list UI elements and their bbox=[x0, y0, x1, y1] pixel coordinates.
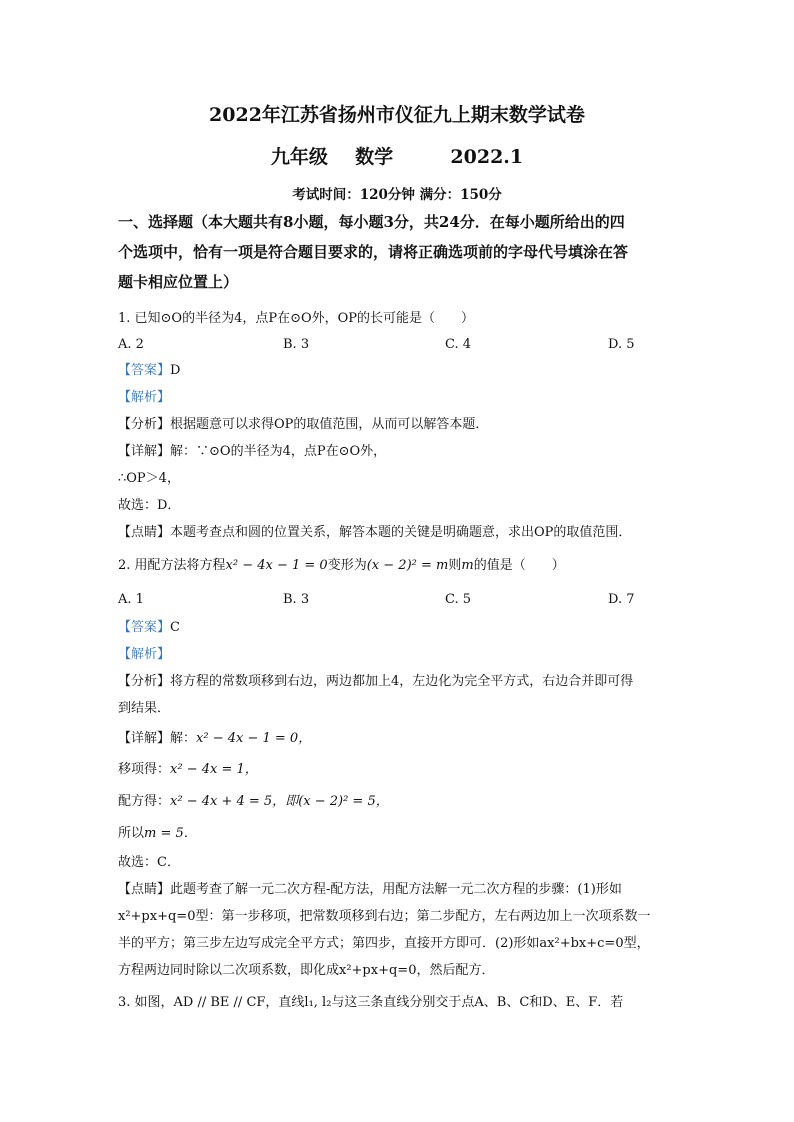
q1-comment bbox=[118, 524, 631, 542]
q2-detail bbox=[118, 730, 311, 748]
q2-stem-c: 则 bbox=[448, 558, 462, 573]
q2-target-form: (x − 2)² = m bbox=[366, 558, 449, 573]
q2-analysis-line2: 到结果． bbox=[118, 701, 171, 716]
q2-var-m: m bbox=[461, 558, 474, 573]
answer-tag: 【答案】 bbox=[118, 620, 171, 635]
q1-option-b: B. 3 bbox=[283, 337, 310, 352]
q2-answer-value: C bbox=[170, 620, 180, 635]
detail-tag: 【详解】 bbox=[118, 731, 171, 746]
q2-jiexi-tag: 【解析】 bbox=[118, 647, 171, 662]
exam-info: 考试时间：120分钟 满分：150分 bbox=[292, 187, 502, 203]
answer-tag: 【答案】 bbox=[118, 363, 171, 378]
q2-comment-text1: 此题考查了解一元二次方程-配方法，用配方法解一元二次方程的步骤：(1)形如 bbox=[170, 882, 622, 897]
q1-detail bbox=[118, 443, 386, 461]
q1-option-a: A. 2 bbox=[118, 337, 144, 352]
q1-answer bbox=[118, 362, 180, 380]
q1-analysis-text: 根据题意可以求得OP的取值范围，从而可以解答本题． bbox=[170, 417, 489, 432]
q2-stem-a: 2. 用配方法将方程 bbox=[118, 558, 226, 573]
q2-step4-label: 所以 bbox=[118, 826, 145, 841]
q1-answer-value: D bbox=[170, 363, 181, 378]
q2-choose: 故选：C． bbox=[118, 855, 180, 870]
q2-step3 bbox=[118, 793, 389, 811]
q2-option-c: C. 5 bbox=[445, 592, 472, 607]
q2-comment-line3: 半的平方；第三步左边写成完全平方式；第四步，直接开方即可．(2)形如ax²+bx+c=0型， bbox=[118, 936, 650, 951]
q2-step4-eq: m = 5． bbox=[144, 826, 197, 841]
q2-equation: x² − 4x − 1 = 0 bbox=[225, 558, 328, 573]
q2-detail-prefix: 解： bbox=[170, 731, 197, 746]
q2-answer bbox=[118, 619, 180, 637]
q2-option-d: D. 7 bbox=[608, 592, 635, 607]
q1-comment-text: 本题考查点和圆的位置关系，解答本题的关键是明确题意，求出OP的取值范围． bbox=[170, 525, 632, 540]
comment-tag: 【点睛】 bbox=[118, 882, 171, 897]
q1-stem: 1. 已知⊙O的半径为4，点P在⊙O外，OP的长可能是（ ） bbox=[118, 311, 475, 326]
q1-detail-text: 解：∵⊙O的半径为4，点P在⊙O外， bbox=[170, 444, 387, 459]
q2-step3-eq: x² − 4x + 4 = 5，即 bbox=[170, 794, 299, 809]
q2-analysis-text: 将方程的常数项移到右边，两边都加上4，左边化为完全平方式，右边合并即可得 bbox=[170, 674, 634, 689]
comment-tag: 【点睛】 bbox=[118, 525, 171, 540]
subject-label: 数学 bbox=[355, 146, 394, 168]
exam-title: 2022年江苏省扬州市仪征九上期末数学试卷 bbox=[209, 104, 585, 126]
section-heading-line1: 一、选择题（本大题共有8小题，每小题3分，共24分．在每小题所给出的四 bbox=[118, 213, 625, 231]
exam-date: 2022.1 bbox=[450, 146, 524, 168]
q2-step2 bbox=[118, 761, 258, 779]
grade-label: 九年级 bbox=[270, 146, 328, 168]
q2-step3-eq2: (x − 2)² = 5， bbox=[298, 794, 389, 809]
section-heading-line3: 题卡相应位置上） bbox=[118, 273, 239, 291]
q1-jiexi-tag: 【解析】 bbox=[118, 390, 171, 405]
q3-stem: 3. 如图，AD // BE // CF，直线l₁, l₂与这三条直线分别交于点A、B、C和D、E、F．若 bbox=[118, 995, 624, 1010]
q1-choose: 故选：D． bbox=[118, 498, 181, 513]
q2-comment-line2: x²+px+q=0型：第一步移项，把常数项移到右边；第二步配方，左右两边加上一次项系数一 bbox=[118, 909, 651, 924]
analysis-tag: 【分析】 bbox=[118, 417, 171, 432]
q1-analysis bbox=[118, 416, 488, 434]
q2-step1: x² − 4x − 1 = 0， bbox=[196, 731, 312, 746]
detail-tag: 【详解】 bbox=[118, 444, 171, 459]
q1-option-d: D. 5 bbox=[608, 337, 635, 352]
q2-option-b: B. 3 bbox=[283, 592, 310, 607]
section-heading-line2: 个选项中，恰有一项是符合题目要求的，请将正确选项前的字母代号填涂在答 bbox=[118, 243, 629, 261]
q2-step2-eq: x² − 4x = 1， bbox=[170, 762, 258, 777]
q2-option-a: A. 1 bbox=[118, 592, 144, 607]
q2-comment-line1 bbox=[118, 881, 622, 899]
q2-step2-label: 移项得： bbox=[118, 762, 171, 777]
q1-option-c: C. 4 bbox=[445, 337, 472, 352]
q2-comment-line4: 方程两边同时除以二次项系数，即化成x²+px+q=0，然后配方． bbox=[118, 963, 495, 978]
q2-step4 bbox=[118, 825, 197, 843]
q2-stem-d: 的值是（ ） bbox=[473, 558, 565, 573]
exam-subtitle bbox=[0, 142, 794, 169]
q2-stem-b: 变形为 bbox=[327, 558, 367, 573]
analysis-tag: 【分析】 bbox=[118, 674, 171, 689]
q2-step3-label: 配方得： bbox=[118, 794, 171, 809]
q2-analysis-line1 bbox=[118, 673, 633, 691]
q2-stem bbox=[118, 557, 565, 575]
q1-step1: ∴OP＞4， bbox=[118, 471, 180, 486]
